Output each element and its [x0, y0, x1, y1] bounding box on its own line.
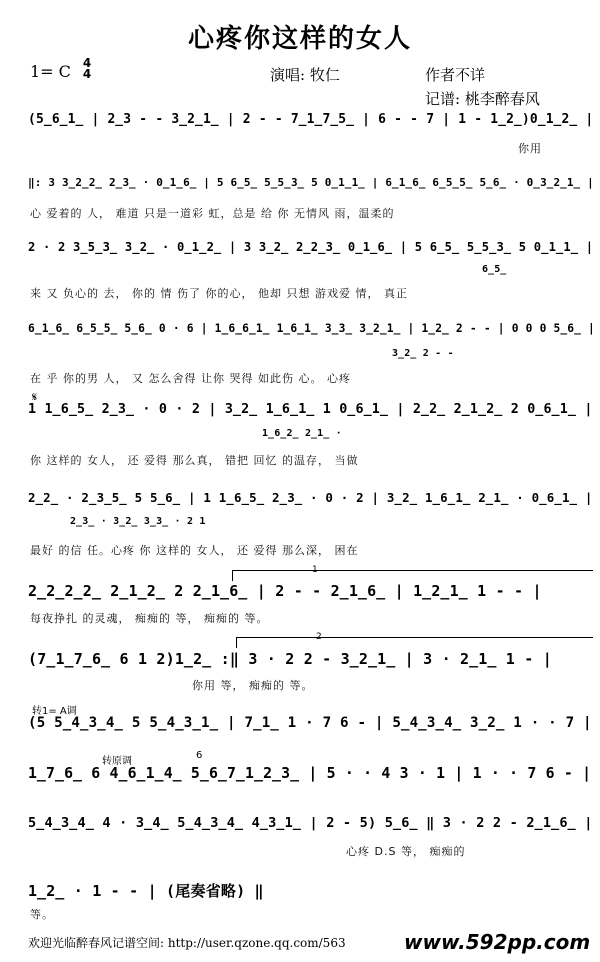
lyric-line: 来 又 负心的 去， 你的 情 伤了 你的心， 他却 只想 游戏爱 情， 真正: [30, 287, 408, 300]
staff-line: 5̲4̲3̲4̲ 4 · 3̲4̲ 5̲4̲3̲4̲ 4̲3̲1̲ | 2 - 5) 5̲6̲ ‖ 3 · 2 2 - 2̲1̲6̲ |: [28, 815, 593, 831]
time-top: 4: [82, 56, 92, 70]
alternate-notes: 1̲6̲2̲ 2̲1̲ ·: [262, 428, 342, 439]
staff-line: 2 · 2 3̲5̲3̲ 3̲2̲ · 0̲1̲2̲ | 3 3̲2̲ 2̲2̲3̲ 0̲1̲6̲ | 5 6̲5̲ 5̲5̲3̲ 5 0̲1̲1̲ |: [28, 240, 594, 254]
lyric-line: 你用: [518, 142, 542, 155]
volta-number: 2: [316, 632, 322, 642]
lyric-line: 最好 的信 任。心疼 你 这样的 女人， 还 爱得 那么深， 困在: [30, 544, 359, 557]
lyric-line: 你 这样的 女人， 还 爱得 那么真， 错把 回忆 的温存， 当做: [30, 454, 359, 467]
transcriber: 记谱: 桃李醉春风: [425, 90, 540, 108]
volta-bracket: [232, 570, 593, 581]
sextuplet-mark: 6: [196, 750, 203, 761]
lyricist: 作者不详: [425, 66, 486, 84]
staff-line: 2̲2̲2̲2̲ 2̲1̲2̲ 2 2̲1̲6̲ | 2 - - 2̲1̲6̲ | 1̲2̲1̲ 1 - - |: [28, 582, 542, 600]
time-signature: [80, 58, 94, 80]
segno-sign: 𝄋: [32, 390, 38, 404]
alternate-notes: 6̲5̲: [482, 264, 507, 275]
staff-line: (5 5̲4̲3̲4̲ 5 5̲4̲3̲1̲ | 7̲1̲ 1 · 7 6 - | 5̲4̲3̲4̲ 3̲2̲ 1 · · 7 |: [28, 715, 592, 731]
staff-line: 6̲1̲6̲ 6̲5̲5̲ 5̲6̲ 0 · 6 | 1̲6̲6̲1̲ 1̲6̲1̲ 3̲3̲ 3̲2̲1̲ | 1̲2̲ 2 - - | 0 0 0 5̲6̲ |: [28, 322, 595, 335]
lyric-line: 每夜挣扎 的灵魂， 痴痴的 等， 痴痴的 等。: [30, 612, 269, 625]
alternate-notes: 2̲3̲ · 3̲2̲ 3̲3̲ · 2 1: [70, 516, 206, 527]
footer-site-logo[interactable]: www.592pp.com: [404, 930, 591, 954]
staff-line: (5̲6̲1̲ | 2̲3 - - 3̲2̲1̲ | 2 - - 7̲1̲7̲5̲ | 6 - - 7 | 1 - 1̲2̲)0̲1̲2̲ |: [28, 112, 594, 127]
singer: 演唱: 牧仁: [270, 66, 340, 84]
lyric-line: 心 爱着的 人， 难道 只是一道彩 虹，总是 给 你 无情风 雨，温柔的: [30, 207, 395, 220]
lyric-line: 心疼 D.S 等， 痴痴的: [346, 845, 466, 858]
staff-line: 1̲2̲ · 1 - - | (尾奏省略) ‖: [28, 882, 264, 900]
staff-line: 1̲7̲6̲ 6 4̲6̲1̲4̲ 5̲6̲7̲1̲2̲3̲ | 5 · · 4 3 · 1 | 1 · · 7 6 - |: [28, 765, 592, 782]
staff-line: 2̲2̲ · 2̲3̲5̲ 5 5̲6̲ | 1 1̲6̲5̲ 2̲3̲ · 0 · 2 | 3̲2̲ 1̲6̲1̲ 2̲1̲ · 0̲6̲1̲ |: [28, 490, 593, 505]
staff-line: ‖: 3 3̲2̲2̲ 2̲3̲ · 0̲1̲6̲ | 5 6̲5̲ 5̲5̲3̲ 5 0̲1̲1̲ | 6̲1̲6̲ 6̲5̲5̲ 5̲6̲ · 0̲3̲2̲1̲ |: [28, 176, 594, 189]
time-bottom: 4: [82, 67, 92, 81]
alternate-notes: 3̲2̲ 2 - -: [392, 348, 454, 359]
footer-text: 欢迎光临醉春风记谱空间: http://user.qzone.qq.com/563: [28, 936, 346, 950]
lyric-line: 你用 等， 痴痴的 等。: [192, 679, 314, 692]
modulation-label: 转1= A调: [32, 706, 77, 717]
staff-line: 1 1̲6̲5̲ 2̲3̲ · 0 · 2 | 3̲2̲ 1̲6̲1̲ 1 0̲6̲1̲ | 2̲2̲ 2̲1̲2̲ 2 0̲6̲1̲ |: [28, 402, 593, 417]
key-signature: 1= C: [30, 62, 71, 81]
volta-bracket: [236, 637, 593, 648]
volta-number: 1: [312, 565, 318, 575]
lyric-line: 等。: [30, 908, 54, 921]
staff-line: (7̲1̲7̲6̲ 6 1 2)1̲2̲ :‖ 3 · 2 2 - 3̲2̲1̲ | 3 · 2̲1̲ 1 - |: [28, 650, 552, 668]
modulation-label: 转原调: [102, 756, 132, 767]
song-title: 心疼你这样的女人: [187, 24, 412, 54]
lyric-line: 在 乎 你的男 人， 又 怎么舍得 让你 哭得 如此伤 心。 心疼: [30, 372, 351, 385]
